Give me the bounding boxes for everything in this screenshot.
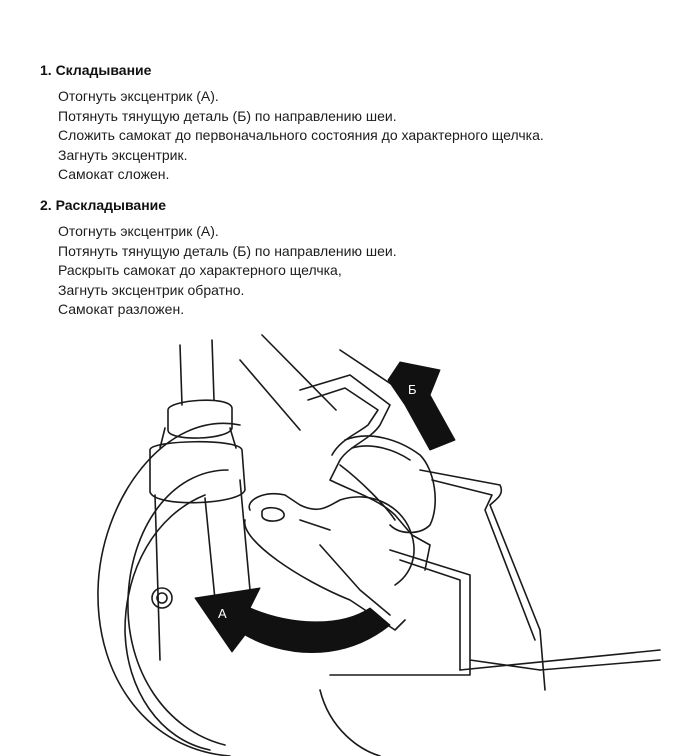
folding-steps-list <box>58 87 544 185</box>
folding-step: Самокат сложен. <box>58 166 170 182</box>
label-b: Б <box>408 382 417 397</box>
arrow-a <box>195 588 390 653</box>
folding-mechanism-frame <box>240 335 660 756</box>
unfolding-step: Отогнуть эксцентрик (А). <box>58 223 219 239</box>
unfolding-step: Раскрыть самокат до характерного щелчка, <box>58 262 342 278</box>
scooter-folding-illustration <box>0 330 685 756</box>
folding-step: Потянуть тянущую деталь (Б) по направлению шеи. <box>58 107 397 124</box>
section-title-folding: 1. Складывание <box>40 62 152 78</box>
folding-step: Загнуть эксцентрик. <box>58 146 188 163</box>
unfolding-steps-list <box>58 222 397 320</box>
unfolding-step: Самокат разложен. <box>58 301 185 317</box>
folding-step: Сложить самокат до первоначального состояния до характерного щелчка. <box>58 127 544 143</box>
section-title-unfolding: 2. Раскладывание <box>40 197 167 213</box>
folding-step: Отогнуть эксцентрик (А). <box>58 88 219 104</box>
unfolding-step: Загнуть эксцентрик обратно. <box>58 281 245 298</box>
arrow-b <box>388 362 455 450</box>
label-a: А <box>218 606 227 621</box>
front-wheel <box>98 423 240 756</box>
eccentric-lever-a <box>245 494 414 630</box>
unfolding-step: Потянуть тянущую деталь (Б) по направлению шеи. <box>58 242 397 259</box>
